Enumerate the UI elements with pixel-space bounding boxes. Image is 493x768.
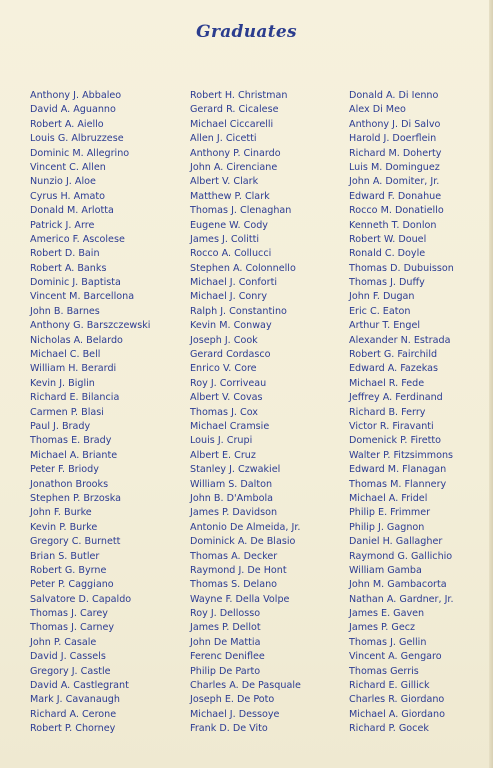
names-column-1 bbox=[30, 89, 150, 737]
graduate-name: Thomas J. Duffy bbox=[349, 277, 425, 289]
graduate-name: Anthony J. Abbaleo bbox=[30, 90, 122, 101]
graduate-name: Anthony G. Barszczewski bbox=[30, 320, 151, 332]
graduate-name: Harold J. Doerflein bbox=[349, 133, 437, 145]
graduate-name: Michael J. Conry bbox=[190, 291, 267, 303]
graduate-name: Stanley J. Czwakiel bbox=[190, 464, 281, 476]
graduate-name: John F. Dugan bbox=[349, 291, 415, 303]
graduate-name: Joseph E. De Poto bbox=[190, 694, 275, 706]
graduate-name: Anthony J. Di Salvo bbox=[349, 118, 441, 130]
graduate-name: Jeffrey A. Ferdinand bbox=[349, 392, 443, 404]
graduate-name: Thomas J. Carney bbox=[30, 622, 115, 634]
graduate-name: Albert V. Covas bbox=[190, 392, 263, 404]
graduate-name: Michael R. Fede bbox=[349, 377, 425, 389]
graduate-name: Ralph J. Constantino bbox=[190, 305, 287, 317]
graduate-name: Nunzio J. Aloe bbox=[30, 176, 96, 188]
graduate-name: Gerard Cordasco bbox=[190, 349, 271, 361]
graduate-name: Charles A. De Pasquale bbox=[190, 680, 301, 692]
graduate-name: Dominic M. Allegrino bbox=[30, 147, 130, 159]
graduate-name: Philip J. Gagnon bbox=[349, 521, 425, 533]
graduate-name: Michael A. Briante bbox=[30, 449, 118, 461]
graduate-name: Robert A. Banks bbox=[30, 262, 107, 274]
graduate-name: Nathan A. Gardner, Jr. bbox=[349, 593, 454, 605]
graduate-name: Richard E. Bilancia bbox=[30, 392, 120, 404]
graduate-name: Alexander N. Estrada bbox=[349, 334, 451, 346]
graduate-name: Robert H. Christman bbox=[190, 90, 288, 101]
page-title: Graduates bbox=[196, 22, 297, 42]
graduate-name: Paul J. Brady bbox=[30, 420, 91, 432]
graduate-name: Salvatore D. Capaldo bbox=[30, 593, 132, 605]
graduate-name: Thomas J. Clenaghan bbox=[190, 205, 292, 217]
graduate-name: Eric C. Eaton bbox=[349, 305, 411, 317]
graduate-name: James P. Davidson bbox=[190, 507, 278, 519]
graduate-name: Thomas M. Flannery bbox=[349, 478, 447, 490]
names-column-2 bbox=[190, 89, 301, 737]
graduate-name: Edward M. Flanagan bbox=[349, 464, 447, 476]
graduate-name: Richard M. Doherty bbox=[349, 147, 442, 159]
graduate-name: Gerard R. Cicalese bbox=[190, 104, 279, 116]
graduate-name: Gregory C. Burnett bbox=[30, 536, 121, 548]
graduate-name: Michael Ciccarelli bbox=[190, 118, 274, 130]
graduate-name: Dominic J. Baptista bbox=[30, 277, 121, 289]
graduate-name: John M. Gambacorta bbox=[349, 579, 447, 591]
graduate-name: Thomas D. Dubuisson bbox=[349, 262, 454, 274]
graduate-name: Albert E. Cruz bbox=[190, 449, 256, 461]
graduate-name: Michael A. Giordano bbox=[349, 708, 445, 720]
graduate-name: Dominick A. De Blasio bbox=[190, 536, 296, 548]
graduate-name: Victor R. Firavanti bbox=[349, 420, 434, 432]
graduate-name: Nicholas A. Belardo bbox=[30, 334, 123, 346]
graduate-name: David A. Aguanno bbox=[30, 104, 116, 116]
graduate-name: John F. Burke bbox=[30, 507, 92, 519]
graduate-name: Rocco A. Collucci bbox=[190, 248, 272, 260]
graduate-name: Raymond G. Gallichio bbox=[349, 550, 453, 562]
graduate-name: Mark J. Cavanaugh bbox=[30, 694, 120, 706]
graduate-name: John A. Domiter, Jr. bbox=[349, 176, 440, 188]
graduate-name: Stephen P. Brzoska bbox=[30, 492, 122, 504]
graduate-name: Joseph J. Cook bbox=[190, 334, 258, 346]
graduate-name: Allen J. Cicetti bbox=[190, 133, 257, 145]
graduate-name: Jonathon Brooks bbox=[30, 478, 109, 490]
graduate-name: Thomas J. Carey bbox=[30, 608, 108, 620]
graduate-name: Walter P. Fitzsimmons bbox=[349, 449, 454, 461]
graduate-name: Ferenc Deniflee bbox=[190, 651, 265, 663]
graduate-name: Robert G. Byrne bbox=[30, 564, 107, 576]
graduate-name: Donald M. Arlotta bbox=[30, 205, 114, 217]
graduate-name: David J. Cassels bbox=[30, 651, 106, 663]
graduate-name: Albert V. Clark bbox=[190, 176, 259, 188]
graduate-name: James P. Gecz bbox=[349, 622, 416, 634]
graduate-name: Antonio De Almeida, Jr. bbox=[190, 521, 301, 533]
graduate-name: Carmen P. Blasi bbox=[30, 406, 104, 418]
graduate-name: Brian S. Butler bbox=[30, 550, 100, 562]
graduate-name: Patrick J. Arre bbox=[30, 219, 95, 231]
graduate-name: Arthur T. Engel bbox=[349, 320, 421, 332]
graduate-name: Kevin M. Conway bbox=[190, 320, 272, 332]
graduate-name: Michael Cramsie bbox=[190, 420, 270, 432]
graduate-name: Vincent C. Allen bbox=[30, 161, 106, 173]
graduate-name: Michael A. Fridel bbox=[349, 492, 428, 504]
names-column-3 bbox=[349, 89, 454, 737]
graduate-name: Vincent M. Barcellona bbox=[30, 291, 135, 303]
graduate-name: Thomas Gerris bbox=[349, 665, 419, 677]
graduate-name: Robert D. Bain bbox=[30, 248, 100, 260]
graduate-name: Michael J. Conforti bbox=[190, 277, 277, 289]
graduate-name: John B. D'Ambola bbox=[190, 492, 274, 504]
graduate-name: Philip E. Frimmer bbox=[349, 507, 431, 519]
graduate-name: John A. Cirenciane bbox=[190, 161, 278, 173]
graduate-name: Rocco M. Donatiello bbox=[349, 205, 444, 217]
graduate-name: Ronald C. Doyle bbox=[349, 248, 426, 260]
graduate-name: Raymond J. De Hont bbox=[190, 564, 287, 576]
graduate-name: Robert P. Chorney bbox=[30, 723, 116, 735]
graduate-name: David A. Castlegrant bbox=[30, 680, 129, 692]
graduate-name: Eugene W. Cody bbox=[190, 219, 268, 231]
graduate-name: Philip De Parto bbox=[190, 665, 261, 677]
graduate-name: John P. Casale bbox=[30, 636, 97, 648]
graduate-name: Gregory J. Castle bbox=[30, 665, 111, 677]
graduate-name: Louis J. Crupi bbox=[190, 435, 253, 447]
graduate-name: John De Mattia bbox=[190, 636, 261, 648]
graduate-name: Roy J. Corriveau bbox=[190, 377, 267, 389]
graduate-name: Donald A. Di Ienno bbox=[349, 90, 439, 101]
graduate-name: Richard P. Gocek bbox=[349, 723, 429, 735]
graduate-name: Matthew P. Clark bbox=[190, 190, 270, 202]
graduate-name: Anthony P. Cinardo bbox=[190, 147, 281, 159]
graduate-name: Cyrus H. Amato bbox=[30, 190, 106, 202]
graduate-name: Kevin P. Burke bbox=[30, 521, 98, 533]
page-edge bbox=[489, 0, 493, 768]
graduate-name: William S. Dalton bbox=[190, 478, 273, 490]
graduate-name: Thomas S. Delano bbox=[190, 579, 278, 591]
graduate-name: Vincent A. Gengaro bbox=[349, 651, 442, 663]
graduate-name: William H. Berardi bbox=[30, 363, 117, 375]
graduate-name: Kevin J. Biglin bbox=[30, 377, 95, 389]
graduate-name: Michael C. Bell bbox=[30, 349, 101, 361]
graduate-name: John B. Barnes bbox=[30, 305, 100, 317]
graduate-name: Americo F. Ascolese bbox=[30, 233, 125, 245]
graduate-name: Wayne F. Della Volpe bbox=[190, 593, 290, 605]
graduate-name: Edward A. Fazekas bbox=[349, 363, 439, 375]
graduate-name: Alex Di Meo bbox=[349, 104, 406, 116]
graduate-name: Robert G. Fairchild bbox=[349, 349, 438, 361]
graduate-name: Peter P. Caggiano bbox=[30, 579, 114, 591]
graduate-name: Thomas J. Gellin bbox=[349, 636, 427, 648]
graduate-name: Peter F. Briody bbox=[30, 464, 99, 476]
graduate-name: Enrico V. Core bbox=[190, 363, 257, 375]
graduate-name: Luis M. Dominguez bbox=[349, 161, 440, 173]
graduate-name: Thomas J. Cox bbox=[190, 406, 258, 418]
graduate-name: James P. Dellot bbox=[190, 622, 261, 634]
graduate-name: Thomas A. Decker bbox=[190, 550, 278, 562]
graduate-name: Richard E. Gillick bbox=[349, 680, 430, 692]
graduate-name: Kenneth T. Donlon bbox=[349, 219, 437, 231]
graduate-name: Robert A. Aiello bbox=[30, 118, 104, 130]
graduate-name: Robert W. Douel bbox=[349, 233, 427, 245]
graduate-name: Richard A. Cerone bbox=[30, 708, 117, 720]
graduate-name: William Gamba bbox=[349, 564, 422, 576]
graduate-name: Edward F. Donahue bbox=[349, 190, 442, 202]
graduate-name: James E. Gaven bbox=[349, 608, 425, 620]
graduate-name: Stephen A. Colonnello bbox=[190, 262, 296, 274]
graduate-name: Charles R. Giordano bbox=[349, 694, 445, 706]
graduate-name: Daniel H. Gallagher bbox=[349, 536, 443, 548]
graduate-name: James J. Colitti bbox=[190, 233, 260, 245]
graduate-name: Louis G. Albruzzese bbox=[30, 133, 124, 145]
graduate-name: Frank D. De Vito bbox=[190, 723, 268, 735]
graduate-name: Roy J. Dellosso bbox=[190, 608, 261, 620]
graduate-name: Richard B. Ferry bbox=[349, 406, 426, 418]
graduate-name: Michael J. Dessoye bbox=[190, 708, 280, 720]
graduate-name: Thomas E. Brady bbox=[30, 435, 112, 447]
graduate-name: Domenick P. Firetto bbox=[349, 435, 442, 447]
